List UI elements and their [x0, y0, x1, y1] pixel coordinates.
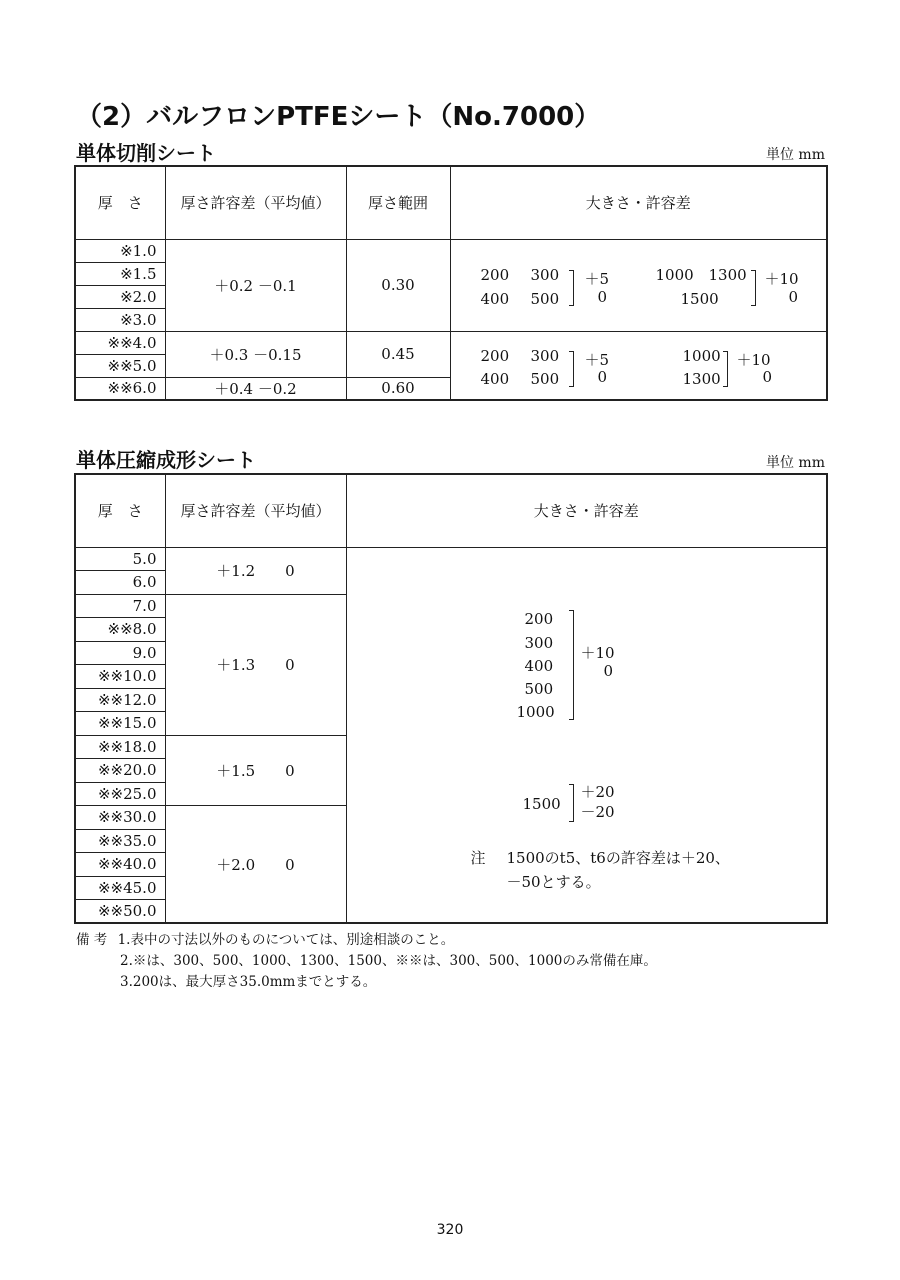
tolerance-cell: ＋0.2 －0.1 — [165, 239, 346, 331]
molded-sheet-table — [74, 473, 828, 924]
size-value: 200 — [524, 609, 554, 628]
page-number: 320 — [436, 1222, 464, 1238]
section1-unit: 単位 mm — [765, 147, 825, 163]
tolerance-cell: ＋1.3 0 — [165, 594, 346, 735]
thickness-cell: ※※30.0 — [75, 806, 165, 830]
tolerance-value: －20 — [580, 802, 615, 821]
thickness-cell: ※※5.0 — [75, 354, 165, 377]
size-value: 1000 — [655, 265, 694, 284]
section2-title: 単体圧縮成形シート — [76, 448, 256, 472]
header-tolerance: 厚さ許容差（平均値） — [165, 474, 346, 547]
note-text: －50とする。 — [506, 872, 601, 891]
size-value: 300 — [530, 346, 560, 365]
size-value: 1000 — [682, 346, 721, 365]
tolerance-cell: ＋2.0 0 — [165, 806, 346, 924]
remarks-label: 備 考 — [76, 932, 108, 948]
header-thickness: 厚 さ — [75, 166, 165, 239]
size-value: 300 — [530, 265, 560, 284]
remarks — [76, 930, 657, 993]
tolerance-value: 0 — [597, 287, 608, 306]
tolerance-value: ＋20 — [580, 782, 615, 801]
thickness-cell: 5.0 — [75, 547, 165, 571]
thickness-cell: 6.0 — [75, 571, 165, 595]
tolerance-value: ＋10 — [580, 643, 615, 662]
tolerance-value: 0 — [603, 661, 614, 680]
header-size: 大きさ・許容差 — [346, 474, 827, 547]
size-value: 200 — [480, 346, 510, 365]
brace-icon — [569, 784, 574, 822]
brace-icon — [569, 610, 574, 720]
size-cell-group2 — [450, 331, 827, 400]
size-value: 500 — [530, 289, 560, 308]
brace-icon — [569, 351, 574, 387]
note-text: 1500のt5、t6の許容差は＋20、 — [506, 848, 730, 867]
page-title: （2）バルフロンPTFEシート（No.7000） — [76, 102, 601, 132]
remark-item: 2.※は、300、500、1000、1300、1500、※※は、300、500、1000のみ常備在庫。 — [120, 953, 657, 969]
tolerance-cell: ＋1.2 0 — [165, 547, 346, 594]
thickness-cell: ※※10.0 — [75, 665, 165, 689]
tolerance-value: 0 — [788, 287, 799, 306]
tolerance-cell: ＋0.4 －0.2 — [165, 377, 346, 400]
tolerance-cell: ＋1.5 0 — [165, 735, 346, 806]
size-value: 1500 — [680, 289, 719, 308]
tolerance-value: 0 — [597, 367, 608, 386]
size-value: 200 — [480, 265, 510, 284]
size-value: 500 — [530, 369, 560, 388]
header-thickness: 厚 さ — [75, 474, 165, 547]
header-size: 大きさ・許容差 — [450, 166, 827, 239]
thickness-cell: ※1.0 — [75, 239, 165, 262]
size-cell — [346, 547, 827, 923]
thickness-cell: 7.0 — [75, 594, 165, 618]
header-range: 厚さ範囲 — [346, 166, 450, 239]
size-value: 400 — [524, 656, 554, 675]
size-value: 500 — [524, 679, 554, 698]
brace-icon — [723, 351, 728, 387]
size-cell-group1 — [450, 239, 827, 331]
thickness-cell: ※※18.0 — [75, 735, 165, 759]
size-value: 1000 — [516, 702, 555, 721]
remark-item: 1.表中の寸法以外のものについては、別途相談のこと。 — [117, 932, 455, 948]
tolerance-cell: ＋0.3 －0.15 — [165, 331, 346, 377]
tolerance-value: ＋10 — [764, 269, 799, 288]
thickness-cell: ※※35.0 — [75, 829, 165, 853]
size-value: 1300 — [708, 265, 747, 284]
thickness-cell: ※※50.0 — [75, 900, 165, 924]
thickness-cell: ※1.5 — [75, 262, 165, 285]
thickness-cell: ※※45.0 — [75, 876, 165, 900]
note-label: 注 — [470, 848, 486, 867]
thickness-cell: ※2.0 — [75, 285, 165, 308]
thickness-cell: ※※4.0 — [75, 331, 165, 354]
range-cell: 0.30 — [346, 239, 450, 331]
cut-sheet-table — [74, 165, 828, 401]
thickness-cell: ※※20.0 — [75, 759, 165, 783]
tolerance-value: ＋5 — [584, 350, 610, 369]
size-value: 300 — [524, 633, 554, 652]
tolerance-value: 0 — [762, 367, 773, 386]
range-cell: 0.60 — [346, 377, 450, 400]
range-cell: 0.45 — [346, 331, 450, 377]
section2-unit: 単位 mm — [765, 455, 825, 471]
thickness-cell: ※3.0 — [75, 308, 165, 331]
header-tolerance: 厚さ許容差（平均値） — [165, 166, 346, 239]
section1-title: 単体切削シート — [76, 141, 216, 165]
thickness-cell: 9.0 — [75, 641, 165, 665]
thickness-cell: ※※15.0 — [75, 712, 165, 736]
tolerance-value: ＋5 — [584, 269, 610, 288]
brace-icon — [569, 270, 574, 306]
size-value: 400 — [480, 289, 510, 308]
thickness-cell: ※※6.0 — [75, 377, 165, 400]
size-value: 400 — [480, 369, 510, 388]
size-value: 1500 — [522, 794, 561, 813]
thickness-cell: ※※40.0 — [75, 853, 165, 877]
thickness-cell: ※※8.0 — [75, 618, 165, 642]
thickness-cell: ※※12.0 — [75, 688, 165, 712]
size-value: 1300 — [682, 369, 721, 388]
remark-item: 3.200は、最大厚さ35.0mmまでとする。 — [120, 974, 377, 990]
thickness-cell: ※※25.0 — [75, 782, 165, 806]
brace-icon — [751, 270, 756, 306]
tolerance-value: ＋10 — [736, 350, 771, 369]
